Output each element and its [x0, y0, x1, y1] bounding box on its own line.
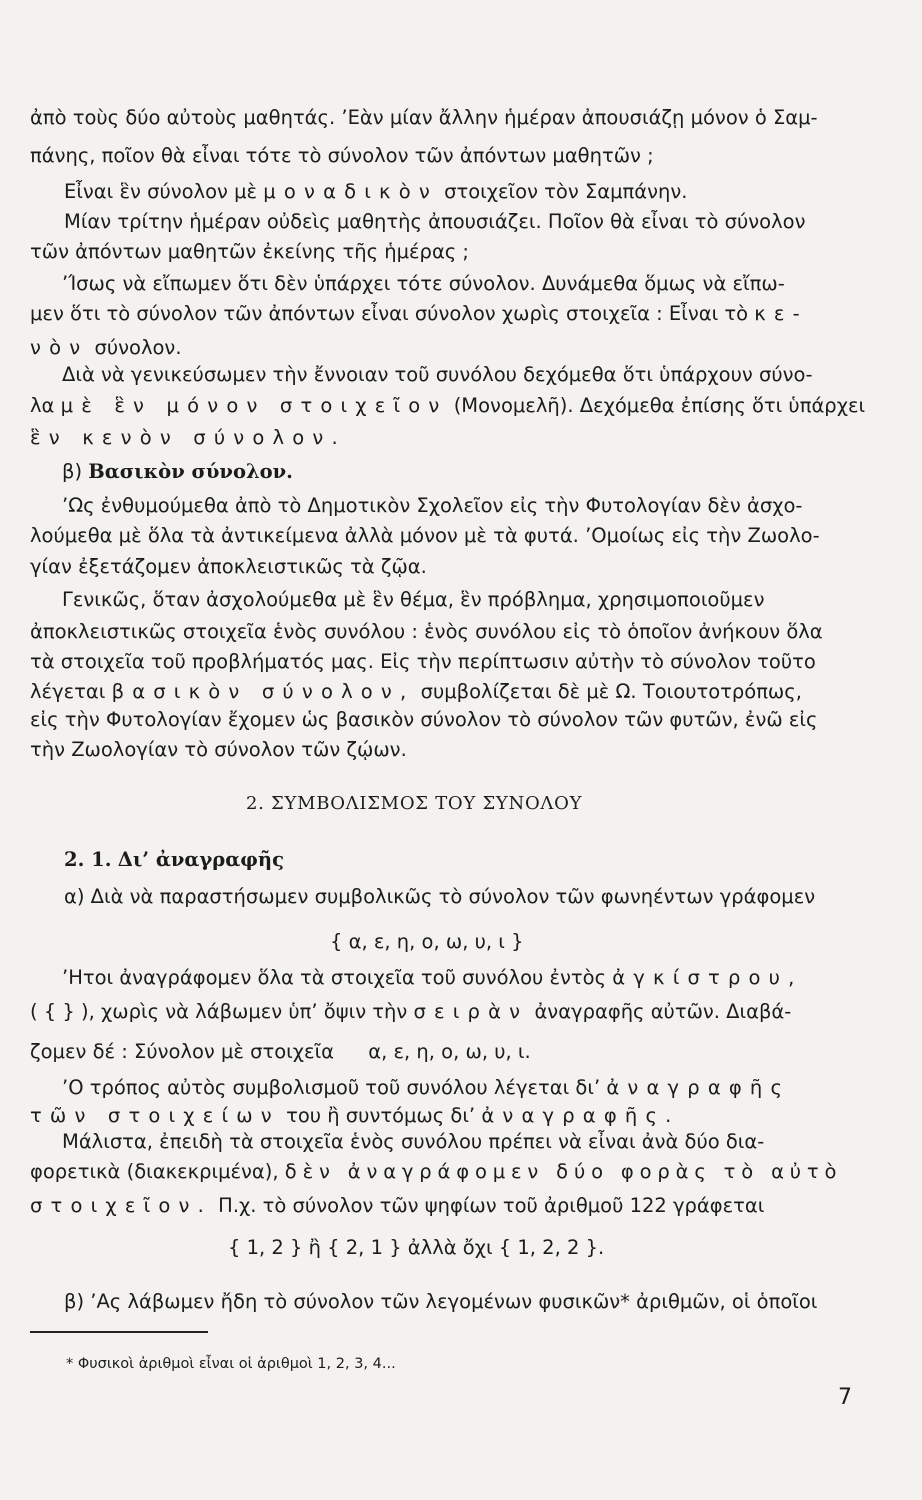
- text-line: τῶν στοιχείων του ἢ συντόμως δι’ ἀναγραφῆς.: [30, 1104, 680, 1127]
- spaced-emphasis: ἀναγραφῆς: [606, 1076, 791, 1099]
- text-line: α) Διὰ νὰ παραστήσωμεν συμβολικῶς τὸ σύνολον τῶν φωνηέντων γράφομεν: [64, 885, 816, 908]
- spaced-emphasis: ἀναγραφῆς.: [481, 1104, 680, 1127]
- spaced-emphasis: βασικὸν σύνολον,: [111, 680, 415, 703]
- spaced-emphasis: δὲν ἀναγράφομεν δύο φορὰς τὸ αὐτὸ: [284, 1160, 843, 1183]
- text-line: τὴν Ζωολογίαν τὸ σύνολον τῶν ζῴων.: [30, 738, 407, 761]
- text-line: νὸν σύνολον.: [30, 336, 182, 359]
- spaced-emphasis: ἀγκίστρου,: [612, 966, 803, 989]
- text-line: ʼΩς ἐνθυμούμεθα ἀπὸ τὸ Δημοτικὸν Σχολεῖον εἰς τὴν Φυτολογίαν δὲν ἀσχο-: [62, 494, 803, 517]
- text-line: Γενικῶς, ὅταν ἀσχολούμεθα μὲ ἓν θέμα, ἓν πρόβλημα, χρησιμοποιοῦμεν: [62, 588, 765, 611]
- text-line: στοιχεῖον. Π.χ. τὸ σύνολον τῶν ψηφίων τοῦ ἀριθμοῦ 122 γράφεται: [30, 1194, 765, 1217]
- spaced-emphasis: νὸν: [30, 336, 89, 359]
- text-line: ʼΊσως νὰ εἴπωμεν ὅτι δὲν ὑπάρχει τότε σύνολον. Δυνάμεθα ὅμως νὰ εἴπω-: [62, 272, 785, 295]
- text-line: εἰς τὴν Φυτολογίαν ἔχομεν ὡς βασικὸν σύνολον τὸ σύνολον τῶν φυτῶν, ἐνῶ εἰς: [30, 708, 818, 731]
- footnote-rule: [30, 1331, 208, 1333]
- text-line: λούμεθα μὲ ὅλα τὰ ἀντικείμενα ἀλλὰ μόνον μὲ τὰ φυτά. ʼΟμοίως εἰς τὴν Ζωολο-: [30, 524, 820, 547]
- text-line: λα μὲ ἓν μόνον στοιχεῖον (Μονομελῆ). Δεχόμεθα ἐπίσης ὅτι ὑπάρχει: [30, 394, 866, 417]
- text-line: ( { } ), χωρὶς νὰ λάβωμεν ὑπ’ ὄψιν τὴν σειρὰν ἀναγραφῆς αὐτῶν. Διαβά-: [30, 1000, 792, 1023]
- spaced-emphasis: ἓν κενὸν σύνολον.: [30, 426, 346, 449]
- text-line: Μάλιστα, ἐπειδὴ τὰ στοιχεῖα ἑνὸς συνόλου πρέπει νὰ εἶναι ἀνὰ δύο δια-: [62, 1130, 765, 1153]
- text-line: Εἶναι ἓν σύνολον μὲ μοναδικὸν στοιχεῖον τὸν Σαμπάνην.: [64, 180, 688, 203]
- spaced-emphasis: σειρὰν: [413, 1000, 529, 1023]
- page-number: 7: [838, 1385, 852, 1410]
- spaced-emphasis: μοναδικὸν: [263, 180, 438, 203]
- text-line: Διὰ νὰ γενικεύσωμεν τὴν ἔννοιαν τοῦ συνόλου δεχόμεθα ὅτι ὑπάρχουν σύνο-: [62, 363, 813, 386]
- text-line: τῶν ἀπόντων μαθητῶν ἐκείνης τῆς ἡμέρας ;: [30, 240, 470, 263]
- text-line: β) ʼΑς λάβωμεν ἤδη τὸ σύνολον τῶν λεγομένων φυσικῶν* ἀριθμῶν, οἱ ὁποῖοι: [64, 1290, 818, 1313]
- text-line: μεν ὅτι τὸ σύνολον τῶν ἀπόντων εἶναι σύνολον χωρὶς στοιχεῖα : Εἶναι τὸ κε-: [30, 302, 808, 325]
- text-line: πάνης, ποῖον θὰ εἶναι τότε τὸ σύνολον τῶν ἀπόντων μαθητῶν ;: [30, 144, 654, 167]
- set-notation: { α, ε, η, ο, ω, υ, ι }: [330, 930, 524, 953]
- text-line: τὰ στοιχεῖα τοῦ προβλήματός μας. Εἰς τὴν περίπτωσιν αὐτὴν τὸ σύνολον τοῦτο: [30, 650, 816, 673]
- text-line: ʼΟ τρόπος αὐτὸς συμβολισμοῦ τοῦ συνόλου λέγεται δι’ ἀναγραφῆς: [62, 1076, 791, 1099]
- footnote: * Φυσικοὶ ἀριθμοὶ εἶναι οἱ ἀριθμοὶ 1, 2, 3, 4...: [66, 1356, 396, 1372]
- text-line: φορετικὰ (διακεκριμένα), δὲν ἀναγράφομεν δύο φορὰς τὸ αὐτὸ: [30, 1160, 843, 1183]
- text-line: ἀποκλειστικῶς στοιχεῖα ἑνὸς συνόλου : ἑνὸς συνόλου εἰς τὸ ὁποῖον ἀνήκουν ὅλα: [30, 620, 823, 643]
- spaced-emphasis: κε-: [754, 302, 808, 325]
- spaced-emphasis: μὲ ἓν μόνον στοιχεῖον: [60, 394, 448, 417]
- subsection-heading: 2. 1. Δι’ ἀναγραφῆς: [64, 848, 284, 871]
- text-line: Μίαν τρίτην ἡμέραν οὐδεὶς μαθητὴς ἀπουσιάζει. Ποῖον θὰ εἶναι τὸ σύνολον: [64, 210, 806, 233]
- section-heading: β) Βασικὸν σύνολον.: [62, 460, 293, 483]
- text-line: ἀπὸ τοὺς δύο αὐτοὺς μαθητάς. ʼΕὰν μίαν ἄλλην ἡμέραν ἀπουσιάζῃ μόνον ὁ Σαμ-: [30, 106, 818, 129]
- chapter-heading: 2. ΣΥΜΒΟΛΙΣΜΟΣ ΤΟΥ ΣΥΝΟΛΟΥ: [246, 793, 583, 814]
- text-line: ζομεν δέ : Σύνολον μὲ στοιχεῖα α, ε, η, ο, ω, υ, ι.: [30, 1040, 531, 1063]
- text-line: λέγεται βασικὸν σύνολον, συμβολίζεται δὲ μὲ Ω. Τοιουτοτρόπως,: [30, 680, 802, 703]
- text-line: γίαν ἐξετάζομεν ἀποκλειστικῶς τὰ ζῷα.: [30, 555, 427, 578]
- spaced-emphasis: τῶν στοιχείων: [30, 1104, 280, 1127]
- set-notation: { 1, 2 } ἢ { 2, 1 } ἀλλὰ ὄχι { 1, 2, 2 }.: [228, 1236, 605, 1259]
- spaced-emphasis: στοιχεῖον.: [30, 1194, 212, 1217]
- text-line: ʼΗτοι ἀναγράφομεν ὅλα τὰ στοιχεῖα τοῦ συνόλου ἐντὸς ἀγκίστρου,: [62, 966, 803, 989]
